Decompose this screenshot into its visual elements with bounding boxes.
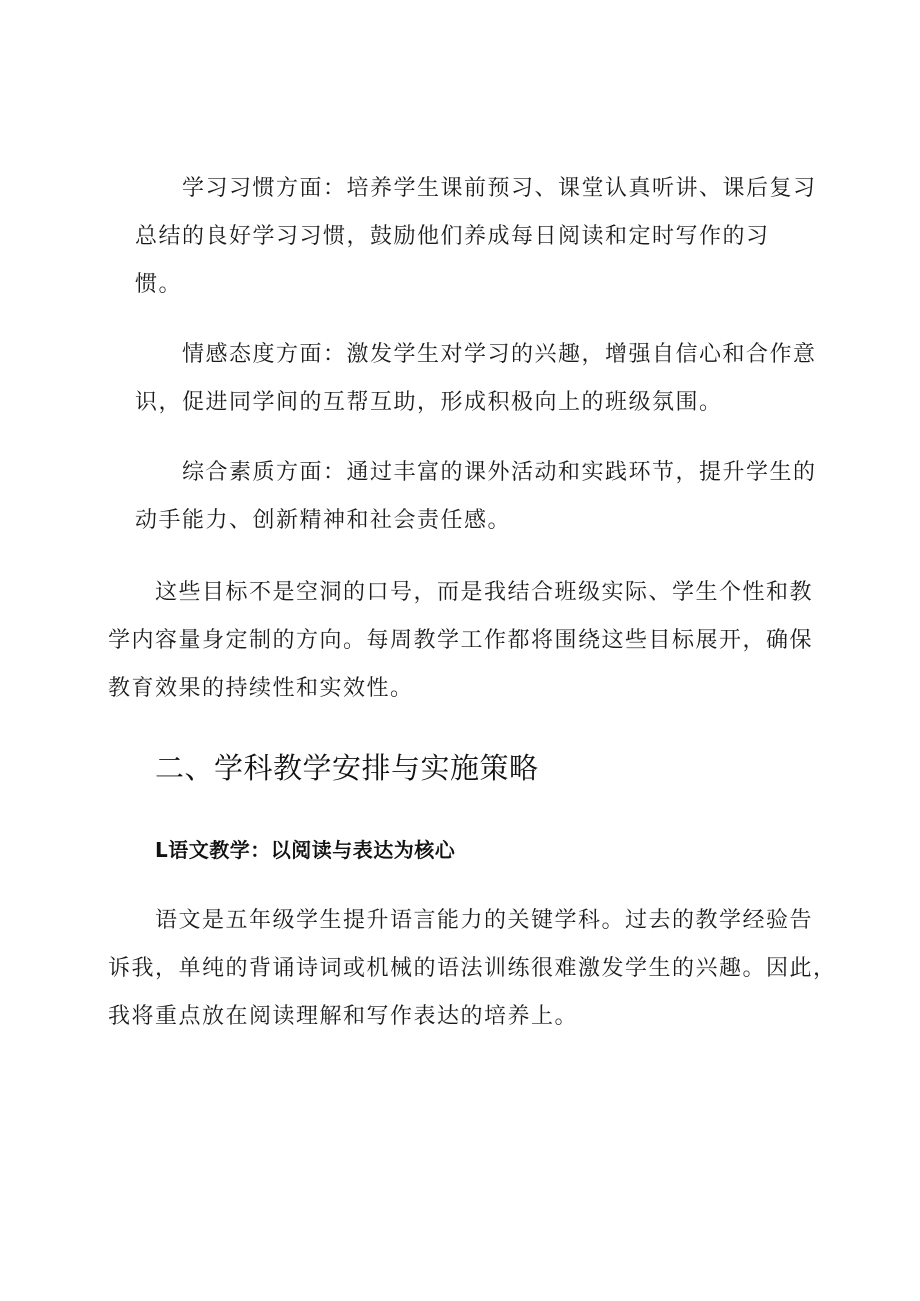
subsection-heading: L语文教学：以阅读与表达为核心 [155,838,456,862]
text-line: 教育效果的持续性和实效性。 [108,676,414,701]
text-line: 总结的良好学习习惯，鼓励他们养成每日阅读和定时写作的习 [135,224,770,249]
text-line: 综合素质方面：通过丰富的课外活动和实践环节，提升学生的 [182,460,817,485]
text-line: 学习习惯方面：培养学生课前预习、课堂认真听讲、课后复习 [182,176,817,201]
section-heading: 二、学科教学安排与实施策略 [155,751,539,785]
text-line: 识，促进同学间的互帮互助，形成积极向上的班级氛围。 [135,390,723,415]
text-line: 学内容量身定制的方向。每周教学工作都将围绕这些目标展开，确保 [108,628,814,653]
text-line: 诉我，单纯的背诵诗词或机械的语法训练很难激发学生的兴趣。因此， [108,956,837,981]
text-line: 我将重点放在阅读理解和写作表达的培养上。 [108,1004,579,1029]
text-line: 惯。 [135,272,183,297]
text-line: 情感态度方面：激发学生对学习的兴趣，增强自信心和合作意 [182,342,817,367]
text-line: 语文是五年级学生提升语言能力的关键学科。过去的教学经验告 [155,908,814,933]
text-line: 动手能力、创新精神和社会责任感。 [135,508,512,533]
text-line: 这些目标不是空洞的口号，而是我结合班级实际、学生个性和教 [155,580,814,605]
